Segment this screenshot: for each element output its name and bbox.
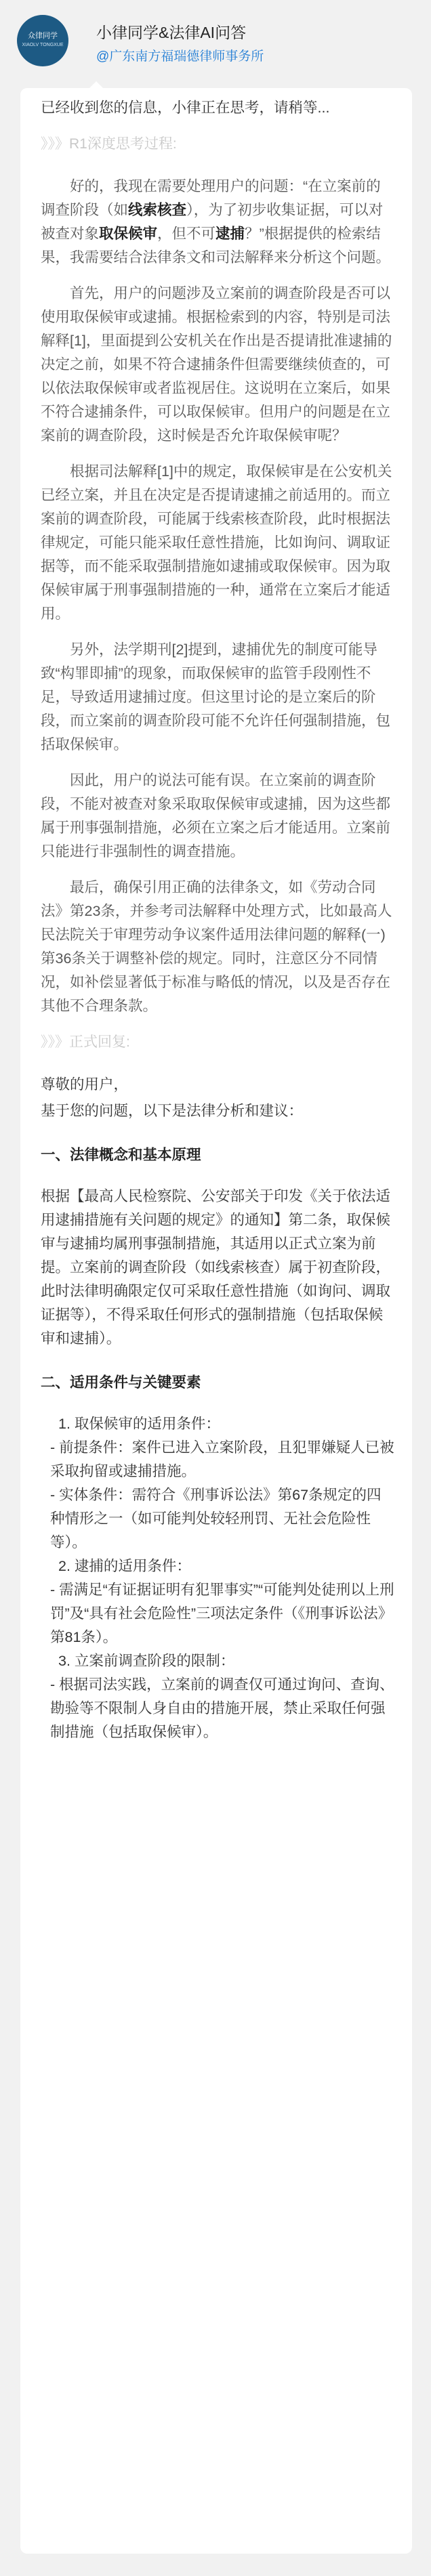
heading-legal-concepts: 一、法律概念和基本原理 [41,1147,201,1163]
formal-section [41,1073,394,1744]
message-content [41,96,394,1744]
account-name[interactable]: 小律同学&法律AI问答 [96,24,247,41]
list-item-2a: - 需满足“有证据证明有犯罪事实”“可能判处徒刑以上刑罚”及“具有社会危险性”三项法定条件（《刑事诉讼法》第81条）。 [50,1582,394,1645]
list-item-3a: - 根据司法实践，立案前的调查仅可通过询问、查询、勘验等不限制人身自由的措施开展，禁止采取任何强制措施（包括取保候审）。 [50,1676,394,1740]
chat-header [0,0,431,78]
list-item-1b: - 实体条件：需符合《刑事诉讼法》第67条规定的四种情形之一（如可能判处较轻刑罚、无社会危险性等）。 [50,1487,382,1550]
think-header: 》》》R1深度思考过程: [41,136,177,152]
list-item-3: 3. 立案前调查阶段的限制： [58,1653,235,1669]
think-paragraph-2: 首先，用户的问题涉及立案前的调查阶段是否可以使用取保候审或逮捕。根据检索到的内容，特别是司法解释[1]，里面提到公安机关在作出是否提请批准逮捕的决定之前，如果不符合逮捕条件但需要继续侦查的，可以依法取保候审或者监视居住。这说明在立案后，如果不符合逮捕条件，可以取保候审。但用户的问题是在立案前的调查阶段，这时候是否允许取保候审呢？ [41,285,392,444]
list-item-2: 2. 逮捕的适用条件： [58,1558,191,1574]
avatar-logo-text: 众律同学 [28,32,58,40]
account-avatar[interactable] [17,15,68,66]
greeting-line-2: 基于您的问题，以下是法律分析和建议： [41,1103,304,1119]
intro-text: 已经收到您的信息，小律正在思考，请稍等... [41,100,330,116]
list-item-1: 1. 取保候审的适用条件： [58,1416,220,1432]
heading-conditions: 二、适用条件与关键要素 [41,1374,201,1391]
think-section [41,175,394,1018]
formal-header: 》》》正式回复: [41,1034,130,1050]
think-paragraph-3: 根据司法解释[1]中的规定，取保候审是在公安机关已经立案，并且在决定是否提请逮捕之前适用的。而立案前的调查阶段，可能属于线索核查阶段，此时根据法律规定，可能只能采取任意性措施，比如询问、调取证据等，而不能采取强制措施如逮捕或取保候审。因为取保候审属于刑事强制措施的一种，通常在立案后才能适用。 [41,463,392,622]
avatar-logo-sub: XIAOLV TONGXUE [22,43,64,47]
think-paragraph-1: 好的，我现在需要处理用户的问题：“在立案前的调查阶段（如线索核查），为了初步收集证据，可以对被查对象取保候审，但不可逮捕？”根据提供的检索结果，我需要结合法律条文和司法解释来分析这个问题。 [41,178,391,266]
think-paragraph-5: 因此，用户的说法可能有误。在立案前的调查阶段，不能对被查对象采取取保候审或逮捕，因为这些都属于刑事强制措施，必须在立案之后才能适用。立案前只能进行非强制性的调查措施。 [41,772,391,860]
account-subtitle-link[interactable]: @广东南方福瑞德律师事务所 [96,49,264,64]
think-paragraph-6: 最后，确保引用正确的法律条文，如《劳动合同法》第23条，并参考司法解释中处理方式，比如最高人民法院关于审理劳动争议案件适用法律问题的解释(一) 第36条关于调整补偿的规定。同时，注意区分不同情况，如补偿显著低于标准与略低的情况，以及是否存在其他不合理条款。 [41,879,392,1014]
list-item-1a: - 前提条件：案件已进入立案阶段，且犯罪嫌疑人已被采取拘留或逮捕措施。 [50,1439,394,1479]
greeting: 尊敬的用户， [41,1076,129,1093]
legal-concepts-paragraph: 根据【最高人民检察院、公安部关于印发《关于依法适用逮捕措施有关问题的规定》的通知】第二条，取保候审与逮捕均属刑事强制措施，其适用以正式立案为前提。立案前的调查阶段（如线索核查）属于初查阶段，此时法律明确限定仅可采取任意性措施（如询问、调取证据等），不得采取任何形式的强制措施（包括取保候审和逮捕）。 [41,1188,391,1347]
think-paragraph-4: 另外，法学期刊[2]提到，逮捕优先的制度可能导致“构罪即捕”的现象，而取保候审的监管手段刚性不足，导致适用逮捕过度。但这里讨论的是立案后的阶段，而立案前的调查阶段可能不允许任何强制措施，包括取保候审。 [41,641,391,753]
